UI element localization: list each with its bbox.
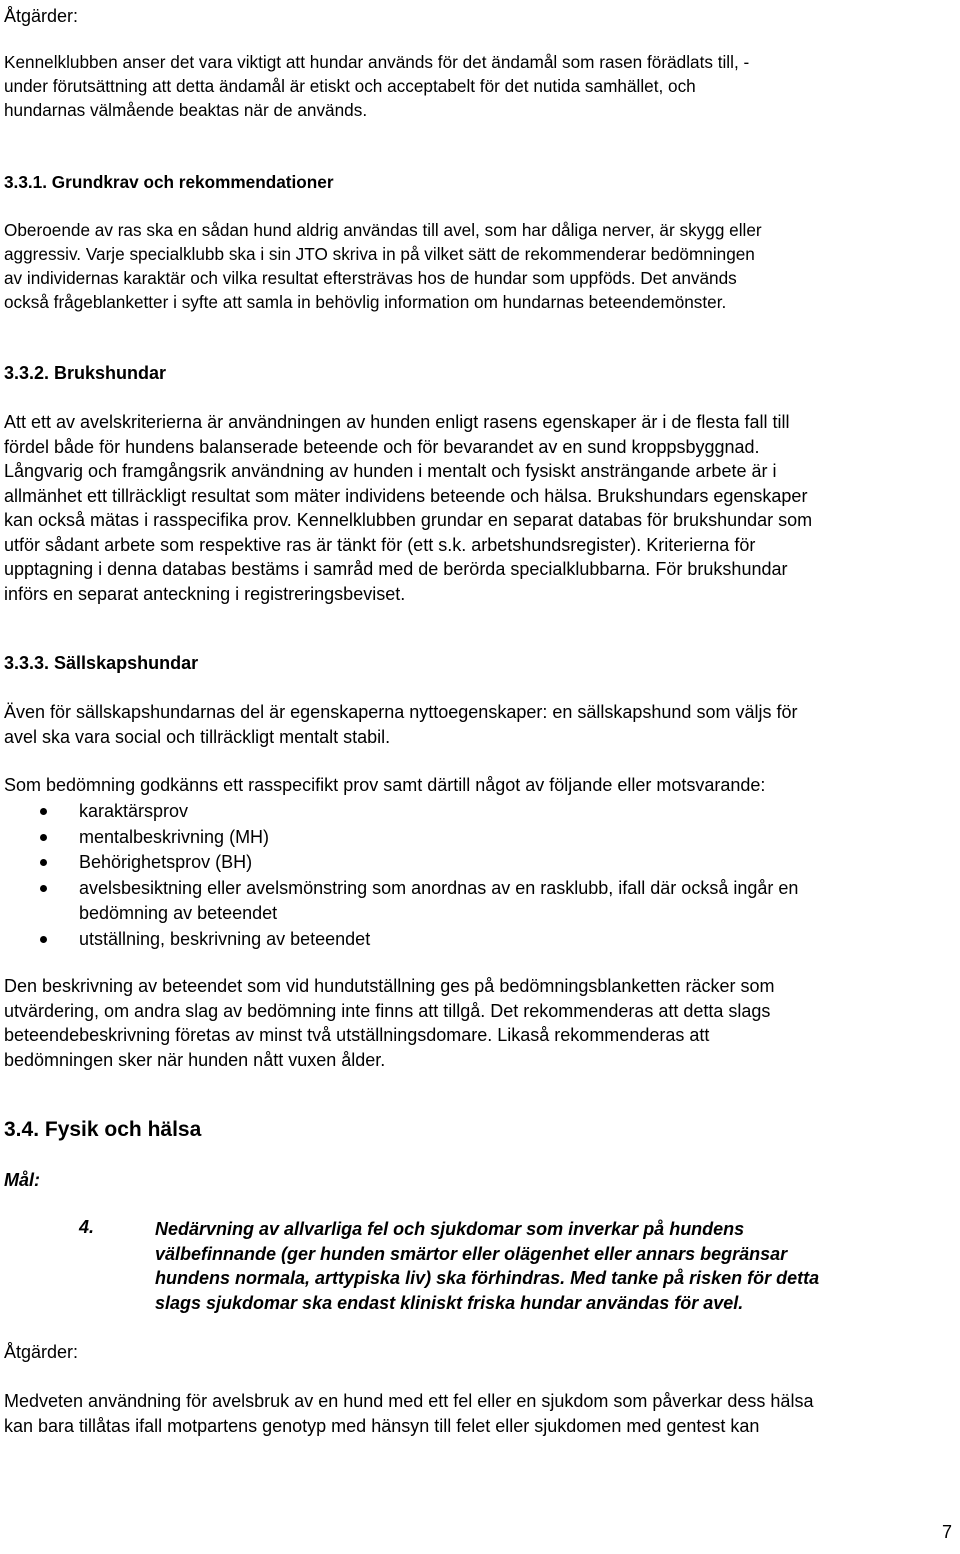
text-line: också frågeblanketter i syfte att samla in behövlig information om hundarnas beteendemönster. [4, 292, 727, 312]
page-number: 7 [941, 1522, 952, 1542]
section-332-paragraph [4, 410, 812, 606]
text-line: hundarnas välmående beaktas när de används. [4, 100, 368, 120]
text-line: allmänhet ett tillräckligt resultat som mäter individens beteende och hälsa. Brukshundars egenskaper [4, 485, 808, 506]
section-333-paragraph-3 [4, 974, 774, 1072]
text-line: av individernas karaktär och vilka resultat eftersträvas hos de hundar som uppföds. Det används [4, 268, 737, 288]
text-line: beteendebeskrivning företas av minst två utställningsdomare. Likaså rekommenderas att [4, 1025, 710, 1045]
assessment-list [4, 799, 798, 953]
section-34-heading: 3.4. Fysik och hälsa [4, 1118, 202, 1141]
text-line: utvärdering, om andra slag av bedömning inte finns att tillgå. Det rekommenderas att detta slags [4, 1000, 771, 1021]
text-line: Även för sällskapshundarnas del är egenskaperna nyttoegenskaper: en sällskapshund som väljs för [4, 702, 798, 722]
list-item: utställning, beskrivning av beteendet [4, 927, 798, 953]
section-331-paragraph [4, 218, 762, 314]
text-line: Oberoende av ras ska en sådan hund aldrig användas till avel, som har dåliga nerver, är skygg eller [4, 220, 762, 240]
text-line: under förutsättning att detta ändamål är etiskt och acceptabelt för det nutida samhället, och [4, 76, 696, 96]
text-line: bedömningen sker när hunden nått vuxen ålder. [4, 1049, 386, 1070]
text-line: slags sjukdomar ska endast kliniskt friska hundar användas för avel. [155, 1292, 744, 1313]
text-line: Att ett av avelskriterierna är användningen av hunden enligt rasens egenskaper är i de flesta fall till [4, 412, 790, 432]
section-333-paragraph-2: Som bedömning godkänns ett rasspecifikt prov samt därtill något av följande eller motsvarande: [4, 775, 766, 795]
bullet-icon [40, 808, 47, 815]
text-line: fördel både för hundens balanserade beteende och för bevarandet av en sund kroppsbyggnad. [4, 436, 760, 457]
bullet-icon [40, 834, 47, 841]
text-line: Den beskrivning av beteendet som vid hundutställning ges på bedömningsblanketten räcker som [4, 976, 775, 996]
actions-paragraph [4, 1389, 813, 1438]
actions-heading: Åtgärder: [4, 6, 79, 26]
section-333-paragraph-1 [4, 700, 797, 749]
list-item: mentalbeskrivning (MH) [4, 825, 798, 851]
list-item: Behörighetsprov (BH) [4, 850, 798, 876]
text-line: Nedärvning av allvarliga fel och sjukdomar som inverkar på hundens [155, 1219, 745, 1239]
bullet-icon [40, 885, 47, 892]
section-331-heading: 3.3.1. Grundkrav och rekommendationer [4, 172, 334, 192]
text-line: kan också mätas i rasspecifika prov. Kennelklubben grundar en separat databas för brukshundar som [4, 510, 813, 530]
section-333-heading: 3.3.3. Sällskapshundar [4, 653, 199, 673]
intro-paragraph [4, 50, 749, 122]
text-line: Långvarig och framgångsrik användning av hunden i mentalt och fysiskt ansträngande arbete är i [4, 461, 777, 481]
text-line: upptagning i denna databas bestäms i samråd med de berörda specialklubbarna. För brukshundar [4, 559, 788, 579]
bullet-icon [40, 859, 47, 866]
section-332-heading: 3.3.2. Brukshundar [4, 363, 167, 383]
actions-heading-2: Åtgärder: [4, 1342, 79, 1362]
list-item-continuation: bedömning av beteendet [79, 903, 278, 924]
text-line: avel ska vara social och tillräckligt mentalt stabil. [4, 726, 391, 747]
text-line: utför sådant arbete som respektive ras är tänkt för (ett s.k. arbetshundsregister). Kriterierna för [4, 534, 756, 555]
goal-label: Mål: [4, 1170, 40, 1190]
text-line: Medveten användning för avelsbruk av en hund med ett fel eller en sjukdom som påverkar dess hälsa [4, 1391, 814, 1411]
list-item: karaktärsprov [4, 799, 798, 825]
goal-number: 4. [79, 1217, 95, 1237]
text-line: hundens normala, arttypiska liv) ska förhindras. Med tanke på risken för detta [155, 1268, 820, 1288]
text-line: införs en separat anteckning i registreringsbeviset. [4, 583, 406, 604]
text-line: kan bara tillåtas ifall motpartens genotyp med hänsyn till felet eller sjukdomen med gentest kan [4, 1415, 760, 1436]
text-line: välbefinnande (ger hunden smärtor eller olägenhet eller annars begränsar [155, 1243, 788, 1264]
bullet-icon [40, 936, 47, 943]
goal-statement [155, 1217, 819, 1315]
list-item: avelsbesiktning eller avelsmönstring som anordnas av en rasklubb, ifall där också ingår en [4, 876, 798, 902]
text-line: aggressiv. Varje specialklubb ska i sin JTO skriva in på vilket sätt de rekommenderar bedömningen [4, 244, 755, 264]
text-line: Kennelklubben anser det vara viktigt att hundar används för det ändamål som rasen förädlats till, - [4, 52, 750, 72]
